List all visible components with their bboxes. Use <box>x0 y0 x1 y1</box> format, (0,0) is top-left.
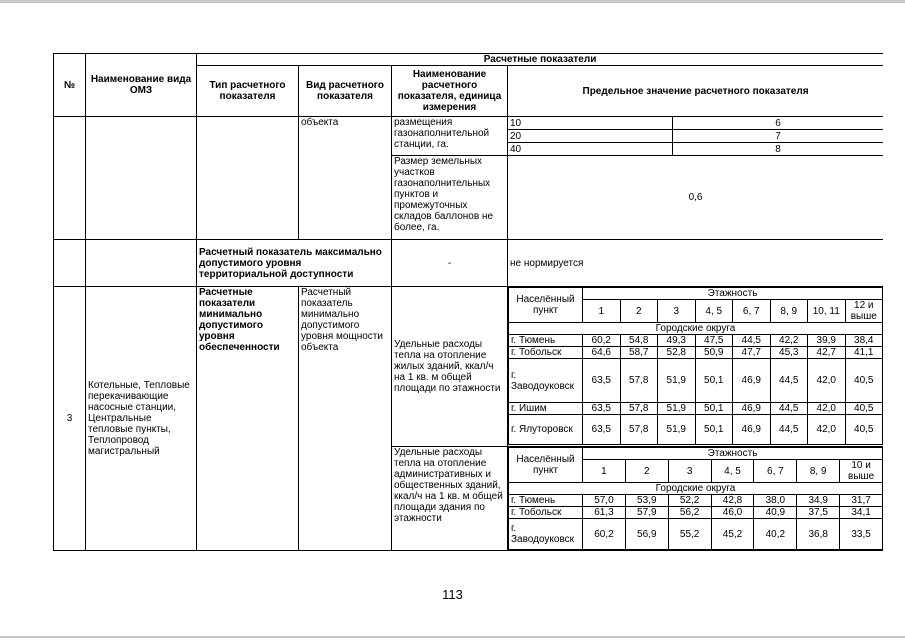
value-cell: 52,8 <box>658 347 696 359</box>
value-cell: 57,8 <box>620 415 658 445</box>
value-cell: 47,5 <box>695 335 733 347</box>
value-cell: 31,7 <box>840 495 883 507</box>
value-cell: 44,5 <box>770 359 808 403</box>
accessibility-value: не нормируется <box>508 240 884 287</box>
value-cell: 33,5 <box>840 519 883 550</box>
col-omz-header: Наименование вида ОМЗ <box>86 54 197 117</box>
value-cell: 42,2 <box>770 335 808 347</box>
limit-value-b: 8 <box>775 143 781 155</box>
page-bottom-rule <box>0 636 905 638</box>
calculated-indicators-table <box>53 53 883 551</box>
city-name: г. Заводоуковск <box>509 519 583 550</box>
type-cell-empty <box>197 117 299 240</box>
col-kind-header: Вид расчетного показателя <box>299 66 392 117</box>
document-table-frame <box>53 53 883 558</box>
value-cell: 57,8 <box>620 359 658 403</box>
floors-header: Этажность <box>583 288 883 300</box>
value-cell: 40,2 <box>754 519 797 550</box>
floor-header: 4, 5 <box>695 300 733 323</box>
value-cell: 51,9 <box>658 359 696 403</box>
table-row <box>509 495 883 507</box>
row-3-number: 3 <box>54 287 86 551</box>
value-cell: 46,0 <box>711 507 754 519</box>
limit-value-b: 7 <box>775 130 781 142</box>
value-cell: 38,4 <box>845 335 883 347</box>
floor-header: 10, 11 <box>808 300 846 323</box>
value-cell: 52,2 <box>668 495 711 507</box>
administrative-heat-name: Удельные расходы тепла на отопление административных и общественных зданий, ккал/ч на 1 кв. м общей площади здания по этажности <box>392 447 508 551</box>
limit-row-2 <box>508 130 884 143</box>
floor-header: 8, 9 <box>770 300 808 323</box>
value-cell: 34,1 <box>840 507 883 519</box>
accessibility-indicator-type: Расчетный показатель максимально допустимого уровня территориальной доступности <box>197 240 392 287</box>
limit-value-a: 40 <box>508 143 673 155</box>
floor-header: 3 <box>658 300 696 323</box>
floor-header: 1 <box>583 300 621 323</box>
value-cell: 57,9 <box>625 507 668 519</box>
value-cell: 63,5 <box>583 415 621 445</box>
value-cell: 50,9 <box>695 347 733 359</box>
residential-values-table <box>508 287 883 445</box>
col-type-header: Тип расчетного показателя <box>197 66 299 117</box>
plot-size-value: 0,6 <box>508 156 884 240</box>
value-cell: 60,2 <box>583 519 626 550</box>
value-cell: 51,9 <box>658 403 696 415</box>
settlement-header: Населённый пункт <box>509 288 583 323</box>
floor-header: 3 <box>668 460 711 483</box>
limit-value-a: 20 <box>508 130 673 142</box>
accessibility-kind-dash: - <box>392 240 508 287</box>
settlement-header: Населённый пункт <box>509 448 583 483</box>
floor-header: 10 и выше <box>840 460 883 483</box>
value-cell: 38,0 <box>754 495 797 507</box>
value-cell: 37,5 <box>797 507 840 519</box>
limit-value-a: 10 <box>508 117 673 129</box>
floor-header: 1 <box>583 460 626 483</box>
floor-header: 8, 9 <box>797 460 840 483</box>
value-cell: 61,3 <box>583 507 626 519</box>
floor-header: 6, 7 <box>754 460 797 483</box>
districts-header: Городские округа <box>509 323 883 335</box>
value-cell: 55,2 <box>668 519 711 550</box>
row-3-omz-name: Котельные, Тепловые перекачивающие насосные станции, Центральные тепловые пункты, Теплопровод магистральный <box>86 287 197 551</box>
station-name-continuation: размещения газонаполнительной станции, га. <box>392 117 508 156</box>
value-cell: 60,2 <box>583 335 621 347</box>
row-3-indicator-kind: Расчетный показатель минимально допустимого уровня мощности объекта <box>299 287 392 551</box>
residential-values-cell <box>508 287 884 447</box>
city-name: г. Тобольск <box>509 347 583 359</box>
limit-row-3 <box>508 143 884 156</box>
value-cell: 57,0 <box>583 495 626 507</box>
floors-header: Этажность <box>583 448 883 460</box>
floor-header: 2 <box>620 300 658 323</box>
table-row <box>509 335 883 347</box>
value-cell: 56,2 <box>668 507 711 519</box>
page-top-rule <box>0 0 905 3</box>
col-num-header: № <box>54 54 86 117</box>
num-cell-empty <box>54 117 86 240</box>
row-3-indicator-type: Расчетные показатели минимально допустимого уровня обеспеченности <box>197 287 299 551</box>
city-name: г. Тюмень <box>509 335 583 347</box>
value-cell: 46,9 <box>733 359 771 403</box>
value-cell: 39,9 <box>808 335 846 347</box>
city-name: г. Ялуторовск <box>509 415 583 445</box>
table-row <box>509 403 883 415</box>
value-cell: 42,0 <box>808 403 846 415</box>
value-cell: 44,5 <box>733 335 771 347</box>
table-row <box>509 507 883 519</box>
floor-header: 2 <box>625 460 668 483</box>
col-name-header: Наименование расчетного показателя, единица измерения <box>392 66 508 117</box>
value-cell: 47,7 <box>733 347 771 359</box>
city-name: г. Тюмень <box>509 495 583 507</box>
value-cell: 41,1 <box>845 347 883 359</box>
limit-value-b: 6 <box>775 117 781 129</box>
value-cell: 54,8 <box>620 335 658 347</box>
floor-header: 6, 7 <box>733 300 771 323</box>
value-cell: 50,1 <box>695 415 733 445</box>
value-cell: 64,6 <box>583 347 621 359</box>
value-cell: 63,5 <box>583 403 621 415</box>
floor-header: 12 и выше <box>845 300 883 323</box>
omz-cell-empty <box>86 240 197 287</box>
table-row <box>509 519 883 550</box>
value-cell: 46,9 <box>733 415 771 445</box>
num-cell-empty <box>54 240 86 287</box>
value-cell: 50,1 <box>695 359 733 403</box>
administrative-values-table <box>508 447 883 550</box>
value-cell: 40,5 <box>845 403 883 415</box>
kind-continuation: объекта <box>299 117 392 240</box>
value-cell: 63,5 <box>583 359 621 403</box>
value-cell: 40,5 <box>845 415 883 445</box>
value-cell: 58,7 <box>620 347 658 359</box>
value-cell: 56,9 <box>625 519 668 550</box>
plot-size-name: Размер земельных участков газонаполнительных пунктов и промежуточных складов баллонов не более, га. <box>392 156 508 240</box>
value-cell: 45,2 <box>711 519 754 550</box>
value-cell: 51,9 <box>658 415 696 445</box>
table-row <box>509 415 883 445</box>
value-cell: 42,0 <box>808 359 846 403</box>
value-cell: 36,8 <box>797 519 840 550</box>
value-cell: 40,9 <box>754 507 797 519</box>
value-cell: 44,5 <box>770 403 808 415</box>
value-cell: 45,3 <box>770 347 808 359</box>
value-cell: 40,5 <box>845 359 883 403</box>
value-cell: 34,9 <box>797 495 840 507</box>
value-cell: 42,0 <box>808 415 846 445</box>
administrative-values-cell <box>508 447 884 551</box>
page-number: 113 <box>442 587 463 602</box>
city-name: г. Ишим <box>509 403 583 415</box>
districts-header: Городские округа <box>509 483 883 495</box>
city-name: г. Тобольск <box>509 507 583 519</box>
value-cell: 53,9 <box>625 495 668 507</box>
col-limit-header: Предельное значение расчетного показателя <box>508 66 884 117</box>
city-name: г. Заводоуковск <box>509 359 583 403</box>
residential-heat-name: Удельные расходы тепла на отопление жилых зданий, ккал/ч на 1 кв. м общей площади по этажности <box>392 287 508 447</box>
value-cell: 50,1 <box>695 403 733 415</box>
table-row <box>509 347 883 359</box>
value-cell: 44,5 <box>770 415 808 445</box>
value-cell: 57,8 <box>620 403 658 415</box>
group-header: Расчетные показатели <box>197 54 884 66</box>
value-cell: 42,8 <box>711 495 754 507</box>
table-row <box>509 359 883 403</box>
floor-header: 4, 5 <box>711 460 754 483</box>
value-cell: 49,3 <box>658 335 696 347</box>
value-cell: 46,9 <box>733 403 771 415</box>
limit-row-1 <box>508 117 884 130</box>
value-cell: 42,7 <box>808 347 846 359</box>
omz-cell-empty <box>86 117 197 240</box>
